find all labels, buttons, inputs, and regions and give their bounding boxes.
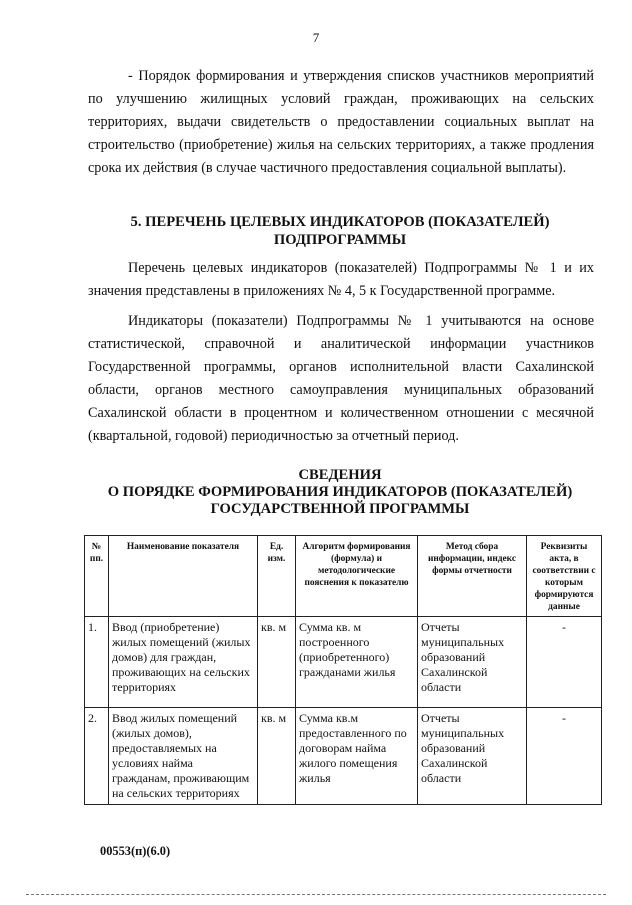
row-algorithm: Сумма кв.м предоставленного по договорам найма жилого помещения жилья (296, 708, 418, 805)
svedenia-heading-line1: СВЕДЕНИЯ (298, 467, 382, 483)
indicators-table (84, 535, 602, 805)
row-algorithm: Сумма кв. м построенного (приобретенного) гражданами жилья (296, 617, 418, 708)
row-act-requisites: - (527, 617, 602, 708)
section-5-heading-line1: 5. ПЕРЕЧЕНЬ ЦЕЛЕВЫХ ИНДИКАТОРОВ (ПОКАЗАТЕЛЕЙ) (130, 214, 550, 230)
row-unit: кв. м (258, 708, 296, 805)
paragraph-indicators-list: Перечень целевых индикаторов (показателей) Подпрограммы № 1 и их значения представлены в приложениях № 4, 5 к Государственной программе. (88, 260, 594, 299)
svedenia-heading-line2: О ПОРЯДКЕ ФОРМИРОВАНИЯ ИНДИКАТОРОВ (ПОКАЗАТЕЛЕЙ) (107, 484, 573, 500)
row-indicator-name: Ввод (приобретение) жилых помещений (жилых домов) для граждан, проживающих на сельских территориях (109, 617, 258, 708)
row-number: 1. (85, 617, 109, 708)
page-number: 7 (312, 30, 320, 45)
header-number: № пп. (85, 536, 109, 617)
paragraph-indicators-basis: Индикаторы (показатели) Подпрограммы № 1 учитываются на основе статистической, справочной и аналитической информации участников Государственной программы, органов исполнительной власти Сахалинской области, органов местного самоуправления муниципальных образований Сахалинской области в процентном и количественном отношении с месячной (квартальной, годовой) периодичностью за отчетный период. (88, 313, 594, 444)
header-indicator-name: Наименование показателя (109, 536, 258, 617)
row-indicator-name: Ввод жилых помещений (жилых домов), предоставляемых на условиях найма гражданам, проживающим на сельских территориях (109, 708, 258, 805)
row-collection-method: Отчеты муниципальных образований Сахалинской области (418, 617, 527, 708)
header-algorithm: Алгоритм формирования (формула) и методологические пояснения к показателю (296, 536, 418, 617)
footer-divider (26, 894, 606, 895)
table-row (85, 617, 602, 708)
document-code: 00553(п)(6.0) (100, 844, 171, 858)
row-unit: кв. м (258, 617, 296, 708)
table-header-row (85, 536, 602, 617)
row-act-requisites: - (527, 708, 602, 805)
svedenia-heading-line3: ГОСУДАРСТВЕННОЙ ПРОГРАММЫ (210, 501, 470, 517)
section-5-heading-line2: ПОДПРОГРАММЫ (273, 232, 407, 248)
header-act-requisites: Реквизиты акта, в соответствии с которым формируются данные (527, 536, 602, 617)
row-collection-method: Отчеты муниципальных образований Сахалинской области (418, 708, 527, 805)
header-collection-method: Метод сбора информации, индекс формы отчетности (418, 536, 527, 617)
header-unit: Ед. изм. (258, 536, 296, 617)
table-row (85, 708, 602, 805)
row-number: 2. (85, 708, 109, 805)
paragraph-procedure: - Порядок формирования и утверждения списков участников мероприятий по улучшению жилищных условий граждан, проживающих на сельских территориях, выдачи свидетельств о предоставлении социальных выплат на строительство (приобретение) жилья на сельских территориях, а также продления срока их действия (в случае частичного предоставления социальной выплаты). (88, 68, 594, 176)
